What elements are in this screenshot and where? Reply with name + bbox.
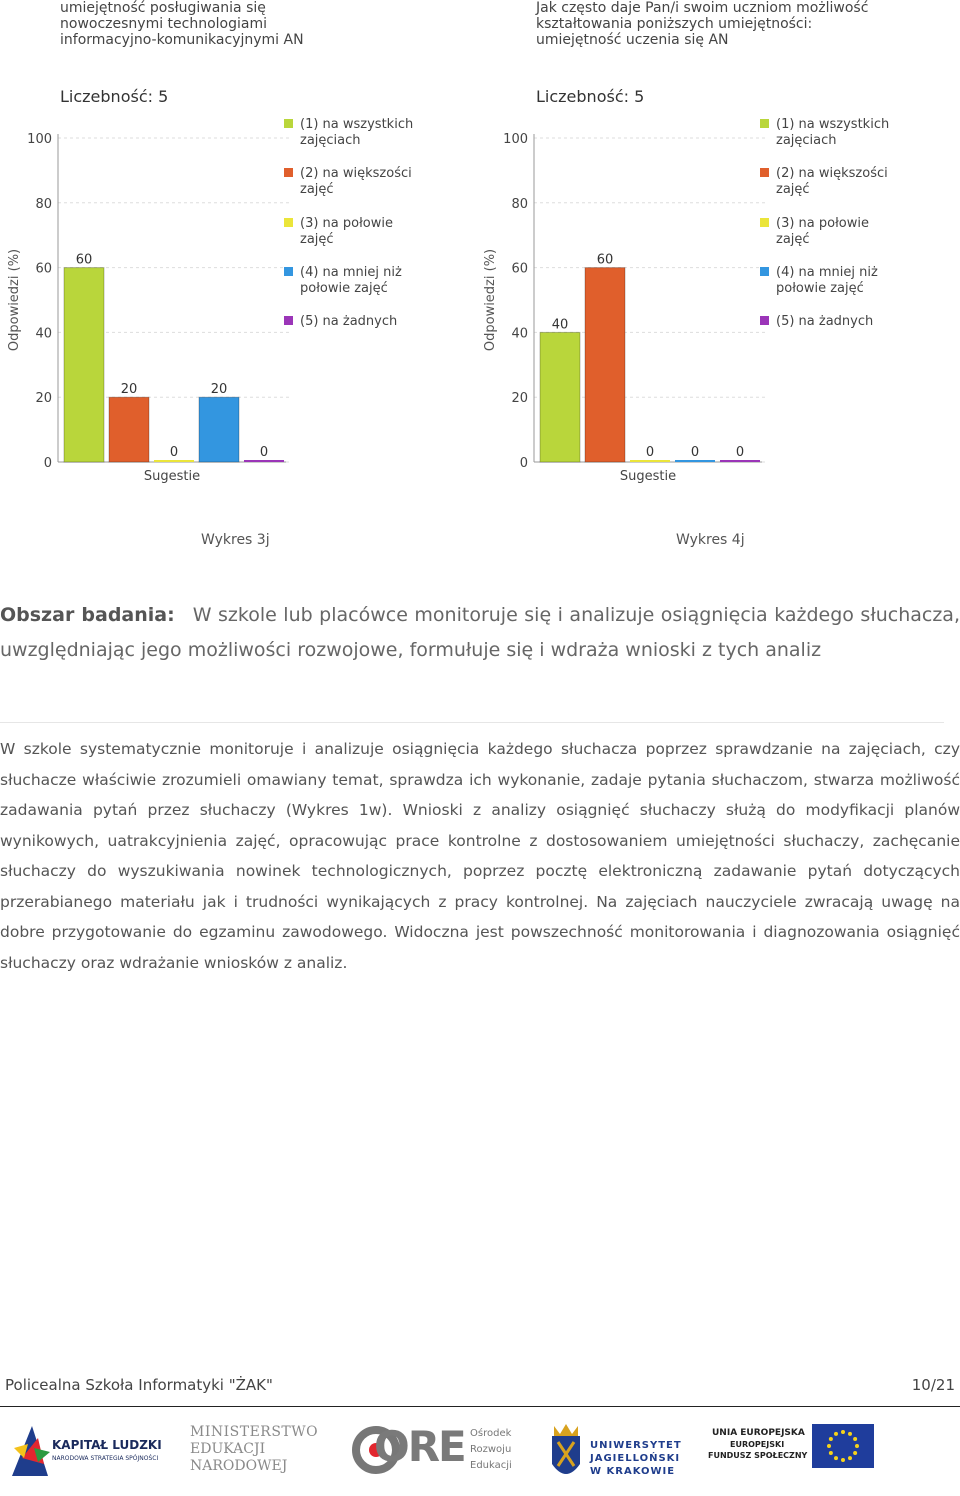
eu-star xyxy=(853,1437,857,1441)
legend-swatch xyxy=(284,267,293,276)
count-label: Liczebność: 5 xyxy=(60,87,169,106)
bar xyxy=(720,460,760,462)
bar xyxy=(154,460,194,462)
data-label: 60 xyxy=(596,252,614,268)
men-line2: EDUKACJI xyxy=(190,1441,266,1457)
chart-4j xyxy=(476,0,946,500)
legend-entry: (5) na żadnych xyxy=(776,314,874,329)
uj-line1: UNIWERSYTET xyxy=(590,1440,682,1451)
legend-swatch xyxy=(760,119,769,128)
legend-swatch xyxy=(760,168,769,177)
y-axis-label: Odpowiedzi (%) xyxy=(7,248,22,352)
men-line1: MINISTERSTWO xyxy=(190,1424,319,1440)
ore-line3: Edukacji xyxy=(470,1460,512,1471)
chart-caption: Wykres 3j xyxy=(201,532,270,548)
ue-line3: FUNDUSZ SPOŁECZNY xyxy=(708,1451,808,1460)
eu-star xyxy=(841,1430,845,1434)
legend-entry: (3) na połowie xyxy=(300,216,393,231)
footer-divider xyxy=(0,1406,960,1407)
eu-star xyxy=(848,1456,852,1460)
uj-logo xyxy=(548,1418,688,1488)
body-paragraph: W szkole systematycznie monitoruje i analizuje osiągnięcia każdego słuchacza poprzez sprawdzanie na zajęciach, czy słuchacze właściwie zrozumieli omawiany temat, sprawdza ich wykonanie, zadaje pytania słuchaczom, stwarza możliwość zadawania pytań przez słuchaczy (Wykres 1w). Wnioski z analizy osiągnięć słuchaczy służą do modyfikacji planów wynikowych, uatrakcyjnienia zajęć, opracowując prace kontrolne z dostosowaniem umiejętności słuchaczy, zachęcanie słuchaczy do wyszukiwania nowinek technologicznych, poprzez pocztę elektroniczną zadawanie pytań dotyczących przerabianego materiału jak i trudności wynikających z pracy kontrolnej. Na zajęciach nauczyciele zwracają uwagę na dobre przygotowanie do egzaminu zawodowego. Widoczna jest powszechność monitorowania i diagnozowania osiągnięć słuchaczy oraz wdrażanie wniosków z analiz. xyxy=(0,740,960,972)
kapital-ludzki-icon xyxy=(8,1418,178,1488)
eu-star xyxy=(827,1444,831,1448)
y-tick-label: 40 xyxy=(511,326,528,342)
legend-entry: zajęciach xyxy=(300,133,361,148)
data-label: 20 xyxy=(210,382,228,398)
eu-star xyxy=(834,1456,838,1460)
data-label: 0 xyxy=(259,445,269,460)
ore-line2: Rozwoju xyxy=(470,1444,512,1455)
eu-star xyxy=(829,1451,833,1455)
y-tick-label: 100 xyxy=(503,132,528,147)
eu-star xyxy=(829,1437,833,1441)
chart-svg xyxy=(0,0,470,500)
legend-entry: (5) na żadnych xyxy=(300,314,398,329)
y-tick-label: 0 xyxy=(519,456,528,471)
ore-logo xyxy=(352,1418,522,1488)
legend-swatch xyxy=(760,267,769,276)
y-tick-label: 60 xyxy=(511,261,528,277)
chart-3j xyxy=(0,0,470,500)
x-axis-label: Sugestie xyxy=(619,469,677,484)
logo-strip xyxy=(0,1418,960,1488)
bar xyxy=(585,268,625,462)
kapital-ludzki-logo xyxy=(8,1418,178,1488)
count-label: Liczebność: 5 xyxy=(536,87,645,106)
ore-line1: Ośrodek xyxy=(470,1428,512,1439)
y-tick-label: 40 xyxy=(35,326,52,342)
data-label: 0 xyxy=(645,445,655,460)
data-label: 0 xyxy=(690,445,700,460)
y-tick-label: 0 xyxy=(43,456,52,471)
eu-star xyxy=(853,1451,857,1455)
legend-entry: zajęć xyxy=(776,182,810,197)
bar xyxy=(199,397,239,462)
legend-swatch xyxy=(284,218,293,227)
data-label: 20 xyxy=(120,382,138,398)
y-tick-label: 20 xyxy=(511,391,528,407)
eu-flag-icon xyxy=(812,1424,874,1468)
legend-entry: (1) na wszystkich xyxy=(300,117,414,132)
y-tick-label: 20 xyxy=(35,391,52,407)
legend-entry: zajęć xyxy=(300,182,334,197)
y-tick-label: 80 xyxy=(511,196,528,212)
ue-line1: UNIA EUROPEJSKA xyxy=(712,1428,805,1438)
bar xyxy=(244,460,284,462)
legend-entry: (3) na połowie xyxy=(776,216,869,231)
uj-line2: JAGIELLOŃSKI xyxy=(590,1453,681,1464)
section-text: W szkole lub placówce monitoruje się i analizuje osiągnięcia każdego słuchacza, uwzględniając jego możliwości rozwojowe, formułuje się i wdraża wnioski z tych analiz xyxy=(0,604,960,661)
bar xyxy=(540,332,580,462)
eu-star xyxy=(841,1458,845,1462)
ue-logo xyxy=(708,1418,878,1488)
legend-entry: zajęć xyxy=(776,232,810,247)
legend-entry: zajęć xyxy=(300,232,334,247)
eu-star xyxy=(855,1444,859,1448)
legend-entry: (4) na mniej niż xyxy=(300,265,402,280)
section-heading xyxy=(0,598,960,668)
legend-swatch xyxy=(284,316,293,325)
eu-star xyxy=(848,1432,852,1436)
bar xyxy=(630,460,670,462)
eu-star xyxy=(834,1432,838,1436)
legend-entry: (2) na większości xyxy=(300,166,412,181)
chart-caption: Wykres 4j xyxy=(676,532,745,548)
data-label: 0 xyxy=(735,445,745,460)
legend-entry: zajęciach xyxy=(776,133,837,148)
footer-school: Policealna Szkoła Informatyki "ŻAK" xyxy=(5,1376,273,1394)
legend-entry: (2) na większości xyxy=(776,166,888,181)
chart-svg xyxy=(476,0,946,500)
data-label: 0 xyxy=(169,445,179,460)
legend-entry: połowie zajęć xyxy=(776,281,864,296)
y-axis-label: Odpowiedzi (%) xyxy=(483,248,498,352)
ue-line2: EUROPEJSKI xyxy=(730,1440,785,1449)
legend-swatch xyxy=(284,168,293,177)
bar xyxy=(64,268,104,462)
y-tick-label: 60 xyxy=(35,261,52,277)
chart-title: umiejętność posługiwania się nowoczesnymi technologiami informacyjno-komunikacyjnymi AN xyxy=(60,0,304,48)
kl-subtitle: NARODOWA STRATEGIA SPÓJNOŚCI xyxy=(52,1455,159,1462)
divider xyxy=(0,722,944,723)
kl-title: KAPITAŁ LUDZKI xyxy=(52,1438,162,1452)
legend-entry: (1) na wszystkich xyxy=(776,117,890,132)
legend-swatch xyxy=(760,316,769,325)
men-logo xyxy=(190,1418,319,1488)
data-label: 40 xyxy=(551,317,569,333)
data-label: 60 xyxy=(75,252,93,268)
men-line3: NARODOWEJ xyxy=(190,1458,288,1474)
x-axis-label: Sugestie xyxy=(143,469,201,484)
y-tick-label: 80 xyxy=(35,196,52,212)
legend-swatch xyxy=(284,119,293,128)
legend-entry: (4) na mniej niż xyxy=(776,265,878,280)
legend-swatch xyxy=(760,218,769,227)
y-tick-label: 100 xyxy=(27,132,52,147)
bar xyxy=(675,460,715,462)
section-label: Obszar badania: xyxy=(0,604,175,626)
uj-line3: W KRAKOWIE xyxy=(590,1466,676,1477)
uj-crest-icon xyxy=(548,1422,584,1486)
legend-entry: połowie zajęć xyxy=(300,281,388,296)
page-number: 10/21 xyxy=(911,1376,955,1394)
ore-main: ORE xyxy=(374,1422,465,1471)
bar xyxy=(109,397,149,462)
chart-title: Jak często daje Pan/i swoim uczniom możliwość kształtowania poniższych umiejętności: umiejętność uczenia się AN xyxy=(536,0,869,48)
